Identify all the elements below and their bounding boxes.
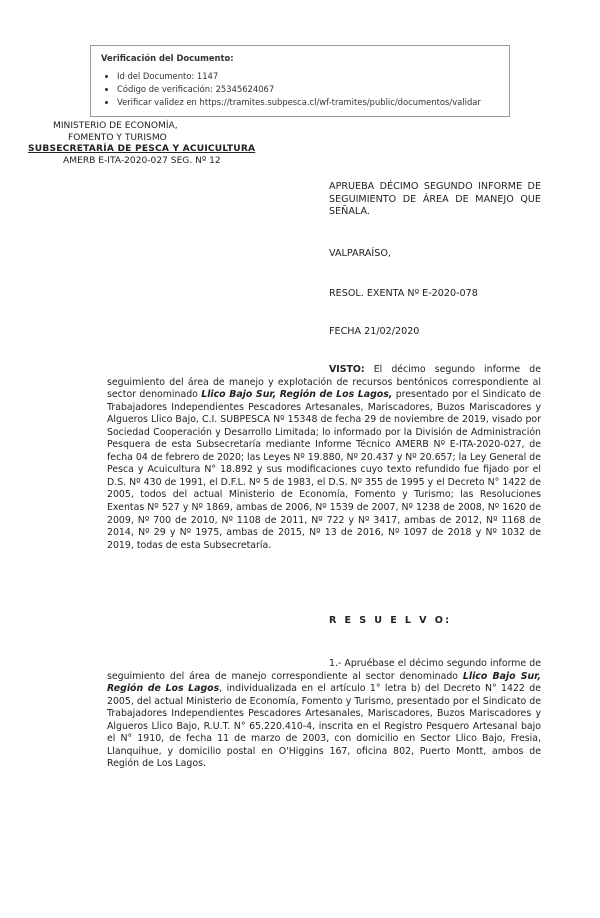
- article-1-text-1: 1.- Apruébase el décimo segundo informe de seguimiento del área de manejo correspondiente al sector denominado: [107, 658, 541, 682]
- subsecretaria-name: SUBSECRETARÍA DE PESCA Y ACUICULTURA: [28, 144, 256, 154]
- visto-sector: Llico Bajo Sur, Región de Los Lagos,: [201, 389, 393, 401]
- place: VALPARAÍSO,: [329, 248, 391, 259]
- visto-text-1: El décimo segundo informe de seguimiento del área de manejo y explotación de recursos bentónicos correspondiente al sector denominado: [107, 364, 541, 401]
- ministry-subname: FOMENTO Y TURISMO: [68, 132, 167, 143]
- resolution-date: FECHA 21/02/2020: [329, 326, 420, 337]
- article-1-sector: Llico Bajo Sur, Región de Los Lagos: [107, 670, 541, 695]
- document-header: [28, 121, 278, 167]
- document-title: APRUEBA DÉCIMO SEGUNDO INFORME DE SEGUIMIENTO DE ÁREA DE MANEJO QUE SEÑALA.: [329, 181, 541, 217]
- visto-paragraph: [107, 364, 541, 552]
- verification-box: [90, 45, 510, 117]
- visto-label: VISTO:: [329, 364, 365, 375]
- verification-code: • Código de verificación: 25345624067: [117, 83, 499, 96]
- article-1-text-2: , individualizada en el artículo 1° letra b) del Decreto N° 1422 de 2005, del actual Ministerio de Economía, Fomento y Turismo, presentado por el Sindicato de Trabajadores Independientes Pescadores Artesanales, Mariscadores, Buzos Mariscadores y Algueros Llico Bajo, R.U.T. N° 65.220.410-4, inscrita en el Registro Pesquero Artesanal bajo el N° 1910, de fecha 11 de marzo de 2003, con domicilio en Sector Llico Bajo, Fresia, Llanquihue, y domicilio postal en O'Higgins 167, oficina 802, Puerto Montt, ambos de Región de Los Lagos.: [107, 683, 541, 770]
- document-reference: AMERB E-ITA-2020-027 SEG. Nº 12: [63, 155, 221, 166]
- document-id: • Id del Documento: 1147: [117, 70, 499, 83]
- ministry-name: MINISTERIO DE ECONOMÍA,: [53, 121, 178, 131]
- resuelvo-heading: R E S U E L V O:: [329, 615, 452, 626]
- visto-text-2: presentado por el Sindicato de Trabajadores Independientes Pescadores Artesanales, Mariscadores, Buzos Mariscadores y Algueros Llico Bajo, C.I. SUBPESCA Nº 15348 de fecha 29 de noviembre de 2019, visado por Sociedad Cooperación y Desarrollo Limitada; lo informado por la División de Administración Pesquera de esta Subsecretaría mediante Informe Técnico AMERB Nº E-ITA-2020-027, de fecha 04 de febrero de 2020; las Leyes Nº 19.880, Nº 20.437 y Nº 20.657; la Ley General de Pesca y Acuicultura N° 18.892 y sus modificaciones cuyo texto refundido fue fijado por el D.S. Nº 430 de 1991, el D.F.L. Nº 5 de 1983, el D.S. Nº 355 de 1995 y el Decreto N° 1422 de 2005, todos del actual Ministerio de Economía, Fomento y Turismo; las Resoluciones Exentas Nº 527 y Nº 1869, ambas de 2006, Nº 1539 de 2007, Nº 1238 de 2008, Nº 1620 de 2009, Nº 700 de 2010, Nº 1108 de 2011, Nº 722 y Nº 3417, ambas de 2012, Nº 1168 de 2014, Nº 29 y Nº 1975, ambas de 2015, Nº 13 de 2016, Nº 1097 de 2018 y Nº 1032 de 2019, todas de esta Subsecretaría.: [107, 389, 542, 551]
- resolution-number: RESOL. EXENTA Nº E-2020-078: [329, 288, 478, 299]
- article-1-paragraph: [107, 658, 541, 771]
- verification-link[interactable]: • Verificar validez en https://tramites.subpesca.cl/wf-tramites/public/documentos/validar: [117, 96, 499, 109]
- verification-title: Verificación del Documento:: [101, 53, 234, 63]
- verification-list: [101, 70, 499, 109]
